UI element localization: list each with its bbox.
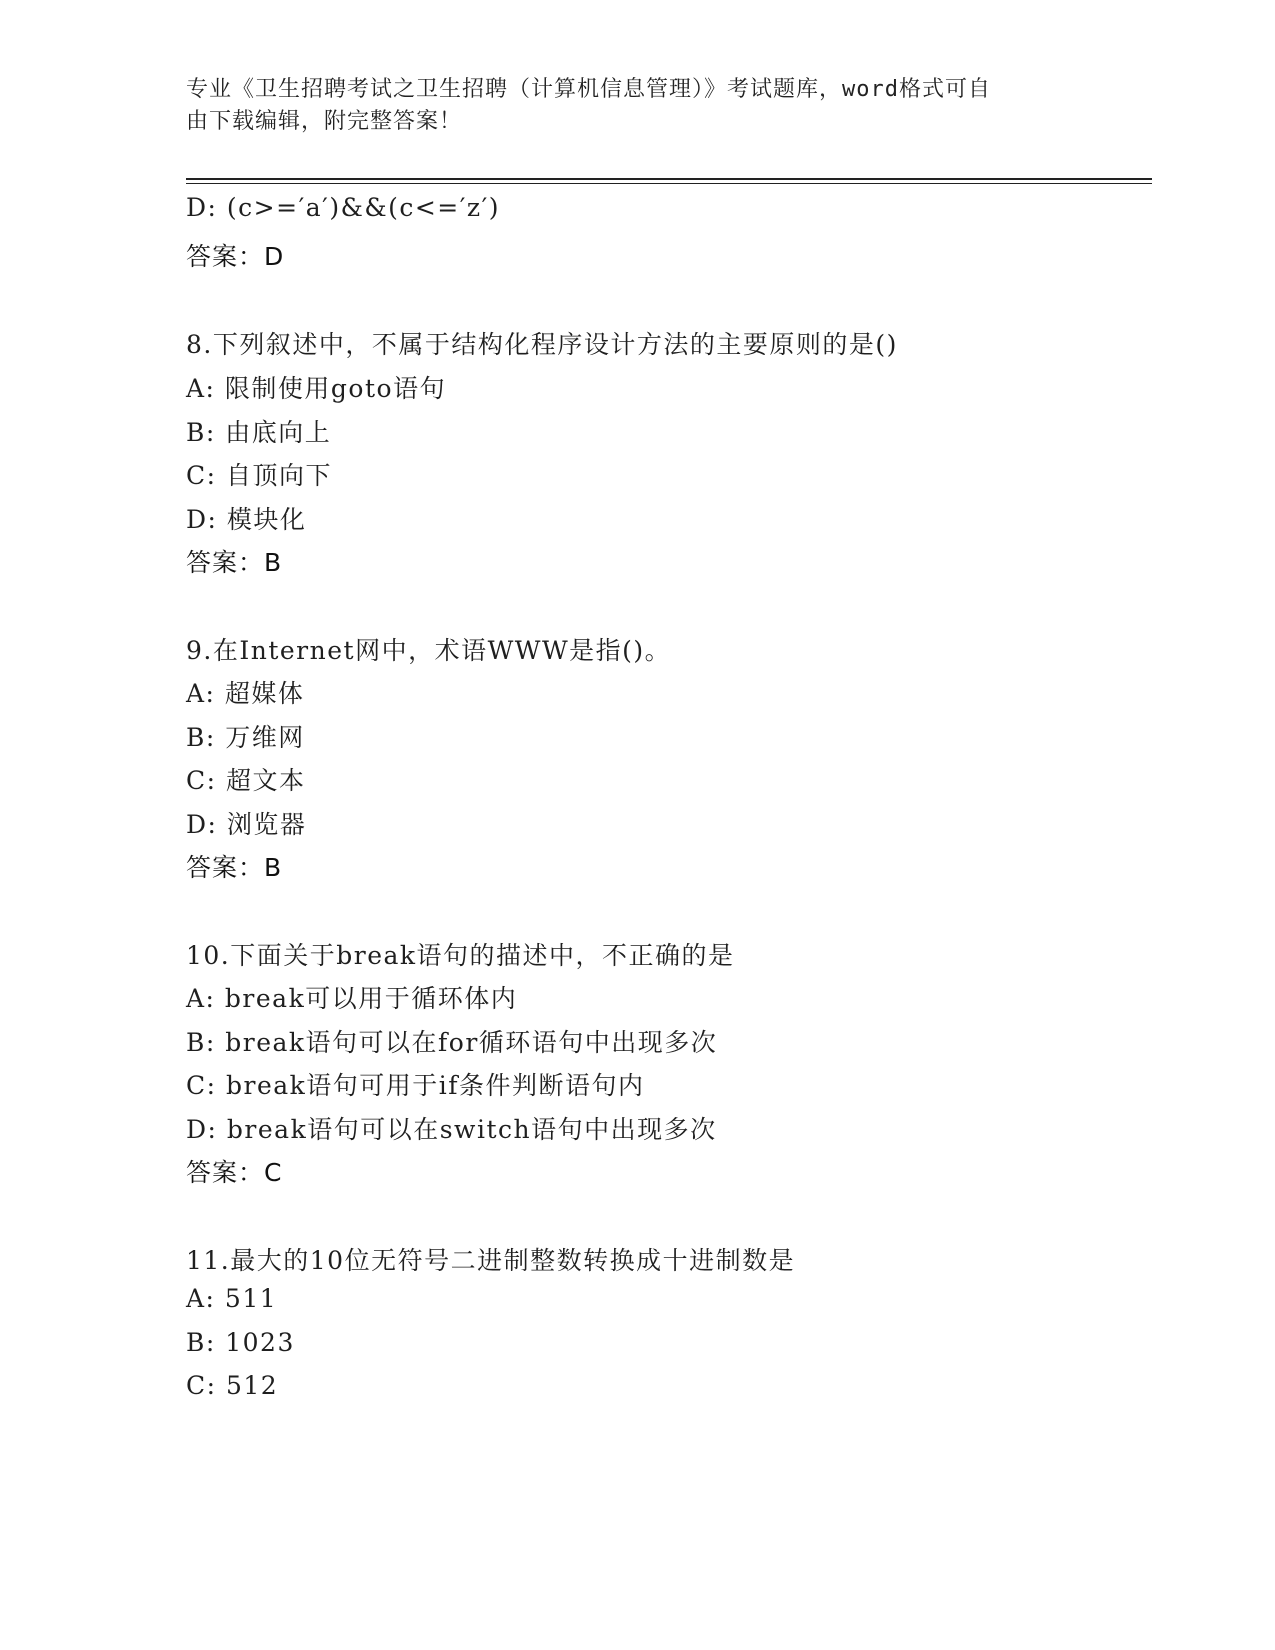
header-line-1: 专业《卫生招聘考试之卫生招聘（计算机信息管理）》考试题库，word格式可自 (186, 77, 991, 102)
document-header (186, 74, 1066, 138)
header-divider-thick (186, 178, 1152, 180)
question-8-stem: 8.下列叙述中，不属于结构化程序设计方法的主要原则的是() (186, 330, 898, 359)
question-10-stem: 10.下面关于break语句的描述中，不正确的是 (186, 941, 735, 970)
question-11-stem: 11.最大的10位无符号二进制整数转换成十进制数是 (186, 1246, 796, 1275)
question-10-option-d: D: break语句可以在switch语句中出现多次 (186, 1115, 717, 1144)
question-9-option-c: C: 超文本 (186, 766, 306, 795)
prev-option-d: D: (c>=′a′)&&(c<=′z′) (186, 193, 501, 222)
question-10-option-c: C: break语句可用于if条件判断语句内 (186, 1071, 645, 1100)
question-9-answer: 答案：B (186, 853, 283, 882)
question-10-option-a: A: break可以用于循环体内 (186, 984, 518, 1013)
question-9-option-d: D: 浏览器 (186, 810, 307, 839)
question-10-option-b: B: break语句可以在for循环语句中出现多次 (186, 1028, 718, 1057)
question-10-answer: 答案：C (186, 1158, 283, 1187)
header-line-2: 由下载编辑，附完整答案！ (186, 109, 463, 134)
question-11-option-a: A: 511 (186, 1284, 278, 1313)
prev-answer: 答案：D (186, 242, 285, 271)
question-11-option-c: C: 512 (186, 1371, 279, 1400)
question-11-option-b: B: 1023 (186, 1328, 295, 1357)
question-9-stem: 9.在Internet网中，术语WWW是指()。 (186, 636, 672, 665)
question-8-option-a: A: 限制使用goto语句 (186, 374, 447, 403)
question-8-option-b: B: 由底向上 (186, 418, 332, 447)
question-9-option-a: A: 超媒体 (186, 679, 305, 708)
question-8-option-c: C: 自顶向下 (186, 461, 332, 490)
question-8-answer: 答案：B (186, 548, 283, 577)
question-9-option-b: B: 万维网 (186, 723, 305, 752)
header-divider-thin (186, 183, 1152, 184)
question-8-option-d: D: 模块化 (186, 505, 307, 534)
